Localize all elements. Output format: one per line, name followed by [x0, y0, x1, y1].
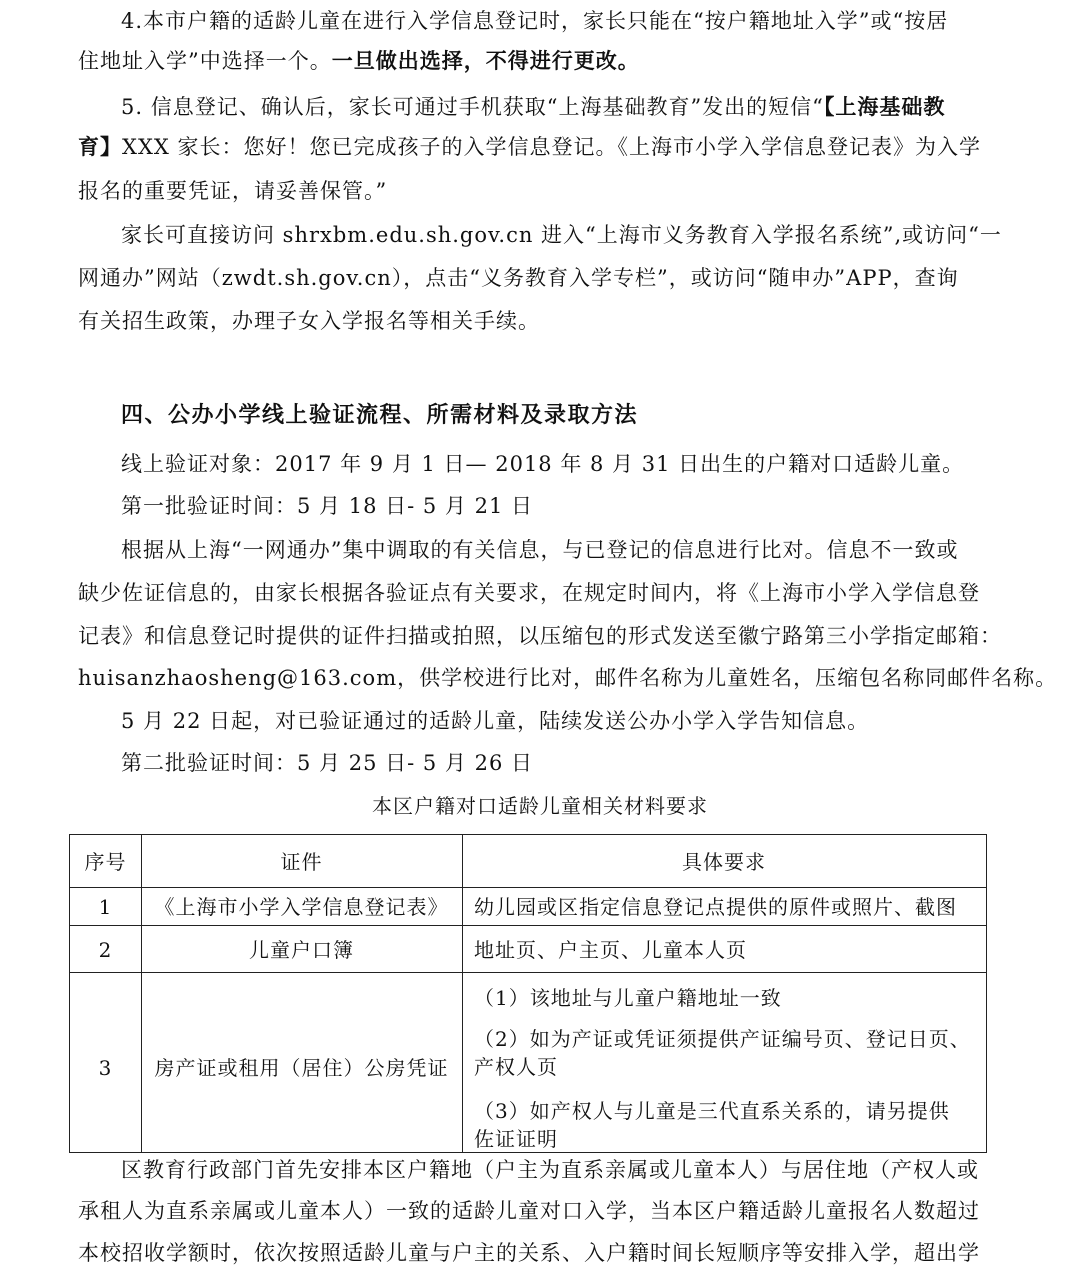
admission-notice: 5 月 22 日起，对已验证通过的适龄儿童，陆续发送公办小学入学告知信息。 — [121, 709, 870, 733]
table-row-3-index: 3 — [98, 1056, 113, 1080]
table-rule — [70, 887, 986, 888]
item-5-sms-bold-2: 育】 — [78, 134, 122, 159]
materials-table — [69, 834, 987, 1153]
table-row-3-requirement-3: （3）如产权人与儿童是三代直系关系的，请另提供 — [474, 1099, 950, 1123]
table-rule — [141, 835, 142, 1152]
table-row-3-requirement-1: （1）该地址与儿童户籍地址一致 — [474, 986, 782, 1010]
closing-line-1: 区教育行政部门首先安排本区户籍地（户主为直系亲属或儿童本人）与居住地（产权人或 — [121, 1158, 979, 1182]
table-row-3-document: 房产证或租用（居住）公房凭证 — [154, 1056, 449, 1080]
first-batch-time: 第一批验证时间：5 月 18 日- 5 月 21 日 — [121, 494, 533, 518]
table-row-1-index: 1 — [98, 895, 113, 919]
table-caption: 本区户籍对口适龄儿童相关材料要求 — [372, 794, 708, 818]
item-4-emphasis: 一旦做出选择，不得进行更改。 — [331, 48, 640, 73]
closing-line-3: 本校招收学额时，依次按照适龄儿童与户主的关系、入户籍时间长短顺序等安排入学，超出学 — [78, 1241, 980, 1265]
item-4-text: 住地址入学”中选择一个。 — [78, 49, 332, 73]
table-row-2-requirement: 地址页、户主页、儿童本人页 — [474, 938, 747, 962]
second-batch-time: 第二批验证时间：5 月 25 日- 5 月 26 日 — [121, 751, 533, 775]
table-row-2-index: 2 — [98, 938, 113, 962]
header-index: 序号 — [84, 850, 127, 874]
table-row-3-requirement-2b: 产权人页 — [474, 1055, 558, 1079]
closing-line-2: 承租人为直系亲属或儿童本人）一致的适龄儿童对口入学，当本区户籍适龄儿童报名人数超过 — [78, 1199, 980, 1223]
item-5-line-2 — [78, 132, 981, 162]
item-5-line-3: 报名的重要凭证，请妥善保管。” — [78, 179, 388, 203]
section-heading: 四、公办小学线上验证流程、所需材料及录取方法 — [121, 402, 639, 428]
header-requirement: 具体要求 — [682, 850, 766, 874]
item-5-text: 5. 信息登记、确认后，家长可通过手机获取“上海基础教育”发出的短信“ — [121, 95, 824, 119]
table-rule — [70, 925, 986, 926]
table-row-3-requirement-2: （2）如为产证或凭证须提供产证编号页、登记日页、 — [474, 1027, 971, 1051]
item-4-line-2 — [78, 46, 640, 76]
item-5-line-1 — [121, 92, 945, 122]
item-4-line-1: 4.本市户籍的适龄儿童在进行入学信息登记时，家长只能在“按户籍地址入学”或“按居 — [121, 9, 949, 33]
item-5-sms-bold: 【上海基础教 — [823, 94, 946, 119]
verification-target: 线上验证对象：2017 年 9 月 1 日— 2018 年 8 月 31 日出生的户籍对口适龄儿童。 — [121, 452, 965, 476]
table-rule — [462, 835, 463, 1152]
table-rule — [70, 972, 986, 973]
visit-line-3: 有关招生政策，办理子女入学报名等相关手续。 — [78, 309, 540, 333]
visit-line-2: 网通办”网站（zwdt.sh.gov.cn），点击“义务教育入学专栏”，或访问“随申办”APP，查询 — [78, 266, 959, 290]
visit-line-1: 家长可直接访问 shrxbm.edu.sh.gov.cn 进入“上海市义务教育入学报名系统”,或访问“一 — [121, 223, 1002, 247]
item-5-sms-text: XXX 家长：您好！您已完成孩子的入学信息登记。《上海市小学入学信息登记表》为入学 — [122, 135, 982, 159]
compare-line-4: huisanzhaosheng@163.com，供学校进行比对，邮件名称为儿童姓名，压缩包名称同邮件名称。 — [78, 666, 1058, 690]
compare-line-2: 缺少佐证信息的，由家长根据各验证点有关要求，在规定时间内，将《上海市小学入学信息登 — [78, 581, 980, 605]
table-row-3-requirement-3b: 佐证证明 — [474, 1127, 558, 1151]
header-document: 证件 — [280, 850, 323, 874]
compare-line-3: 记表》和信息登记时提供的证件扫描或拍照，以压缩包的形式发送至徽宁路第三小学指定邮箱： — [78, 624, 1002, 648]
table-row-2-document: 儿童户口簿 — [249, 938, 354, 962]
compare-line-1: 根据从上海“一网通办”集中调取的有关信息，与已登记的信息进行比对。信息不一致或 — [121, 538, 959, 562]
table-row-1-requirement: 幼儿园或区指定信息登记点提供的原件或照片、截图 — [474, 895, 957, 919]
table-row-1-document: 《上海市小学入学信息登记表》 — [154, 895, 449, 919]
